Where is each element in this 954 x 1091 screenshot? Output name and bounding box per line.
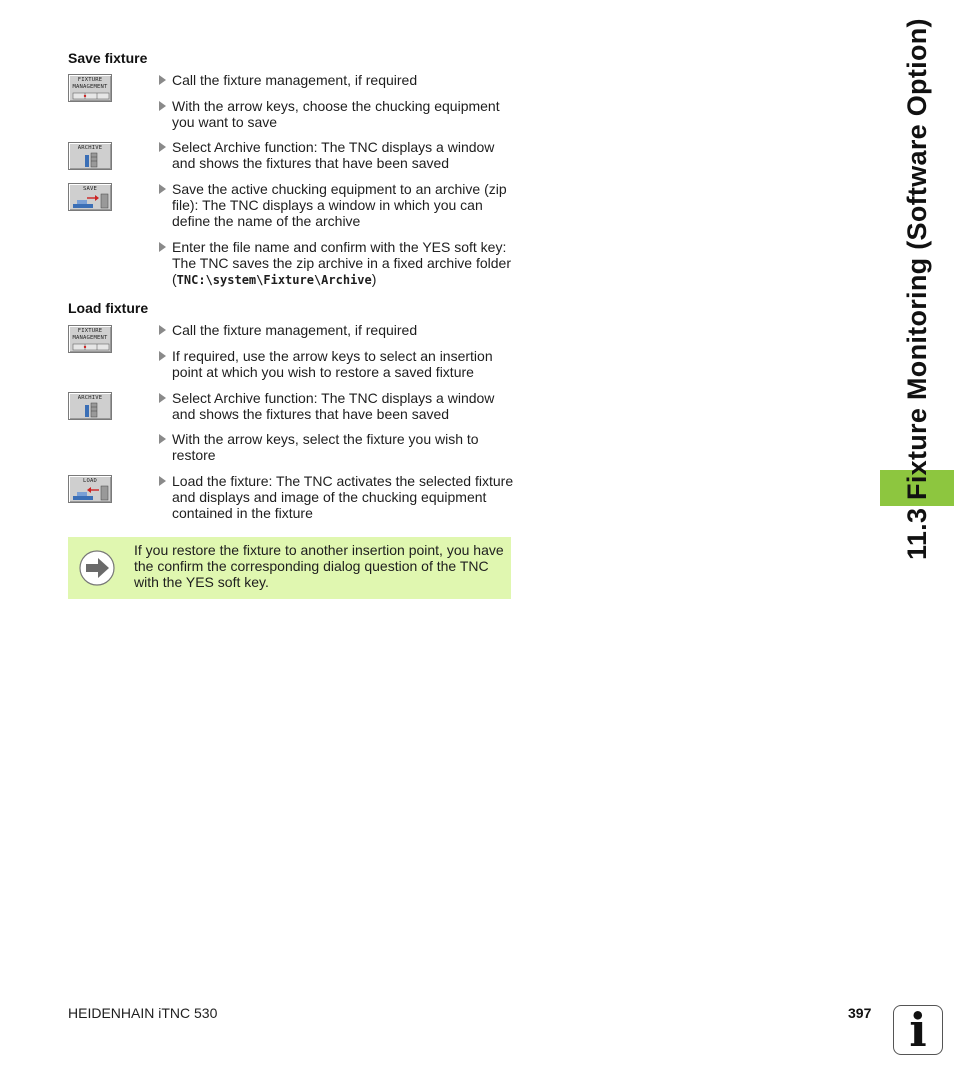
save-softkey[interactable] [68,183,112,211]
softkey-label-line2: MANAGEMENT [72,84,108,90]
archive-softkey[interactable] [68,392,112,420]
arrow-right-circle-icon [78,549,116,587]
page-number: 397 [848,1005,872,1021]
save-step-3: Select Archive function: The TNC displays a window and shows the fixtures that have been saved [159,139,514,171]
load-fixture-heading: Load fixture [68,300,149,316]
step-arrow-icon [159,75,166,85]
softkey-label: ARCHIVE [77,395,103,401]
softkey-label-line2: MANAGEMENT [72,335,108,341]
step-arrow-icon [159,184,166,194]
load-from-archive-icon [69,476,113,504]
save-step-5: Enter the file name and confirm with the YES soft key: The TNC saves the zip archive in a fixed archive folder (TNC:\system\Fixture\Archive) [159,239,514,288]
save-to-archive-icon [69,184,113,212]
step-arrow-icon [159,351,166,361]
load-softkey[interactable] [68,475,112,503]
load-step-1: Call the fixture management, if required [159,322,514,338]
info-icon [893,1005,943,1055]
archive-softkey[interactable] [68,142,112,170]
archive-path: TNC:\system\Fixture\Archive [176,273,372,287]
fixture-management-softkey[interactable] [68,74,112,102]
save-step-1: Call the fixture management, if required [159,72,514,88]
footer-product: HEIDENHAIN iTNC 530 [68,1005,218,1021]
step-arrow-icon [159,434,166,444]
load-step-3: Select Archive function: The TNC displays a window and shows the fixtures that have been saved [159,390,514,422]
step-arrow-icon [159,393,166,403]
softkey-label-line1: FIXTURE [77,328,103,334]
load-step-2: If required, use the arrow keys to select an insertion point at which you wish to restore a saved fixture [159,348,514,380]
note-box [68,537,511,599]
step-arrow-icon [159,325,166,335]
load-step-5: Load the fixture: The TNC activates the selected fixture and displays and image of the chucking equipment contained in the fixture [159,473,514,521]
fixture-grid-icon [69,326,113,354]
step-arrow-icon [159,476,166,486]
step-arrow-icon [159,142,166,152]
softkey-label: SAVE [82,186,98,192]
note-text: If you restore the fixture to another insertion point, you have the confirm the corresponding dialog question of the TNC with the YES soft key. [134,542,504,590]
step-arrow-icon [159,242,166,252]
load-step-4: With the arrow keys, select the fixture you wish to restore [159,431,514,463]
info-glyph: i [909,1003,927,1057]
save-step-2: With the arrow keys, choose the chucking equipment you want to save [159,98,514,130]
softkey-label: ARCHIVE [77,145,103,151]
softkey-label-line1: FIXTURE [77,77,103,83]
fixture-grid-icon [69,75,113,103]
chapter-title: 11.3 Fixture Monitoring (Software Option) [902,18,932,560]
save-fixture-heading: Save fixture [68,50,148,66]
archive-icon [69,143,113,171]
save-step-4: Save the active chucking equipment to an archive (zip file): The TNC displays a window in which you can define the name of the archive [159,181,514,229]
archive-icon [69,393,113,421]
softkey-label: LOAD [82,478,98,484]
step-arrow-icon [159,101,166,111]
fixture-management-softkey[interactable] [68,325,112,353]
